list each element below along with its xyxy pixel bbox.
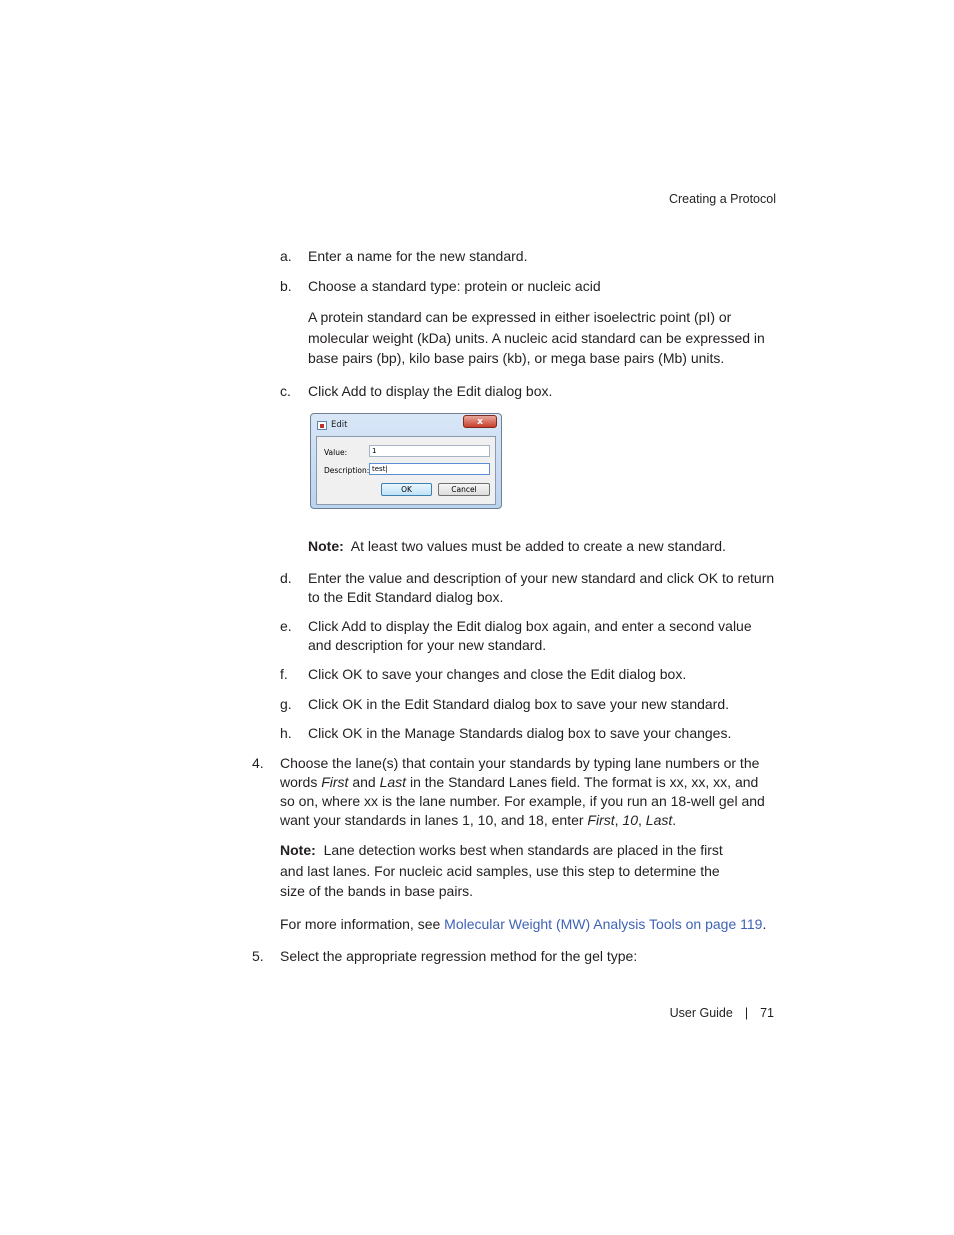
step-text: Enter a name for the new standard. — [308, 248, 528, 264]
step-c — [280, 382, 776, 401]
step-4 — [252, 754, 776, 830]
close-button[interactable]: x — [463, 415, 497, 428]
step-text: Choose the lane(s) that contain your standards by typing lane numbers or the words First and Last in the Standard Lanes field. The format is xx, xx, xx, and so on, where xx is the lane number. For example, if you run an 18-well gel and want your standards in lanes 1, 10, and 18, enter First, 10, Last. — [280, 755, 765, 828]
running-header: Creating a Protocol — [668, 192, 776, 206]
note-1 — [308, 536, 776, 557]
step-marker: h. — [280, 725, 292, 741]
step-text: Enter the value and description of your new standard and click OK to return to the Edit Standard dialog box. — [308, 570, 775, 605]
step-text: Click OK in the Manage Standards dialog box to save your changes. — [308, 725, 732, 741]
more-info: For more information, see Molecular Weight (MW) Analysis Tools on page 119. — [280, 916, 767, 932]
step-a — [280, 247, 776, 266]
step-5 — [252, 947, 776, 966]
page-footer — [670, 1006, 774, 1020]
step-marker: a. — [280, 248, 292, 264]
step-e — [280, 617, 776, 655]
step-marker: d. — [280, 570, 292, 586]
dialog-title: Edit — [331, 420, 348, 430]
step-text: Select the appropriate regression method for the gel type: — [280, 948, 638, 964]
edit-dialog — [310, 413, 502, 509]
footer-guide: User Guide — [669, 1006, 733, 1020]
step-marker: b. — [280, 278, 292, 294]
note-text: Lane detection works best when standards are placed in the first and last lanes. For nucleic acid samples, use this step to determine the size of the bands in base pairs. — [280, 842, 723, 899]
step-f — [280, 665, 776, 684]
cancel-button[interactable]: Cancel — [438, 483, 490, 496]
note-label: Note: — [308, 538, 344, 554]
step-marker: f. — [280, 666, 288, 682]
step-marker: 5. — [252, 948, 264, 964]
app-icon — [317, 421, 327, 430]
dialog-body — [316, 436, 496, 505]
step-marker: g. — [280, 696, 292, 712]
description-label: Description: — [324, 466, 370, 475]
mw-analysis-link[interactable]: Molecular Weight (MW) Analysis Tools on page 119 — [444, 916, 763, 932]
ok-button[interactable]: OK — [381, 483, 432, 496]
step-text: Click OK in the Edit Standard dialog box to save your new standard. — [308, 696, 730, 712]
step-marker: e. — [280, 618, 292, 634]
step-b-detail: A protein standard can be expressed in either isoelectric point (pI) or molecular weight (kDa) units. A nucleic acid standard can be expressed in base pairs (bp), kilo base pairs (kb), or mega base pairs (Mb) units. — [308, 309, 765, 366]
step-text: Click Add to display the Edit dialog box again, and enter a second value and description for your new standard. — [308, 618, 752, 653]
step-text: Click OK to save your changes and close the Edit dialog box. — [308, 666, 687, 682]
step-d — [280, 569, 776, 607]
step-text: Click Add to display the Edit dialog box. — [308, 383, 553, 399]
step-h — [280, 724, 776, 743]
value-field[interactable]: 1 — [369, 445, 490, 457]
step-text: Choose a standard type: protein or nucleic acid — [308, 278, 601, 294]
page-number: 71 — [760, 1006, 774, 1020]
note-text: At least two values must be added to create a new standard. — [350, 538, 726, 554]
step-b — [280, 277, 776, 296]
note-label: Note: — [280, 842, 316, 858]
step-marker: c. — [280, 383, 291, 399]
step-g — [280, 695, 776, 714]
footer-separator: | — [744, 1006, 749, 1020]
value-label: Value: — [324, 448, 348, 457]
step-marker: 4. — [252, 755, 264, 771]
note-2 — [280, 840, 732, 902]
description-field[interactable]: test| — [369, 463, 490, 475]
